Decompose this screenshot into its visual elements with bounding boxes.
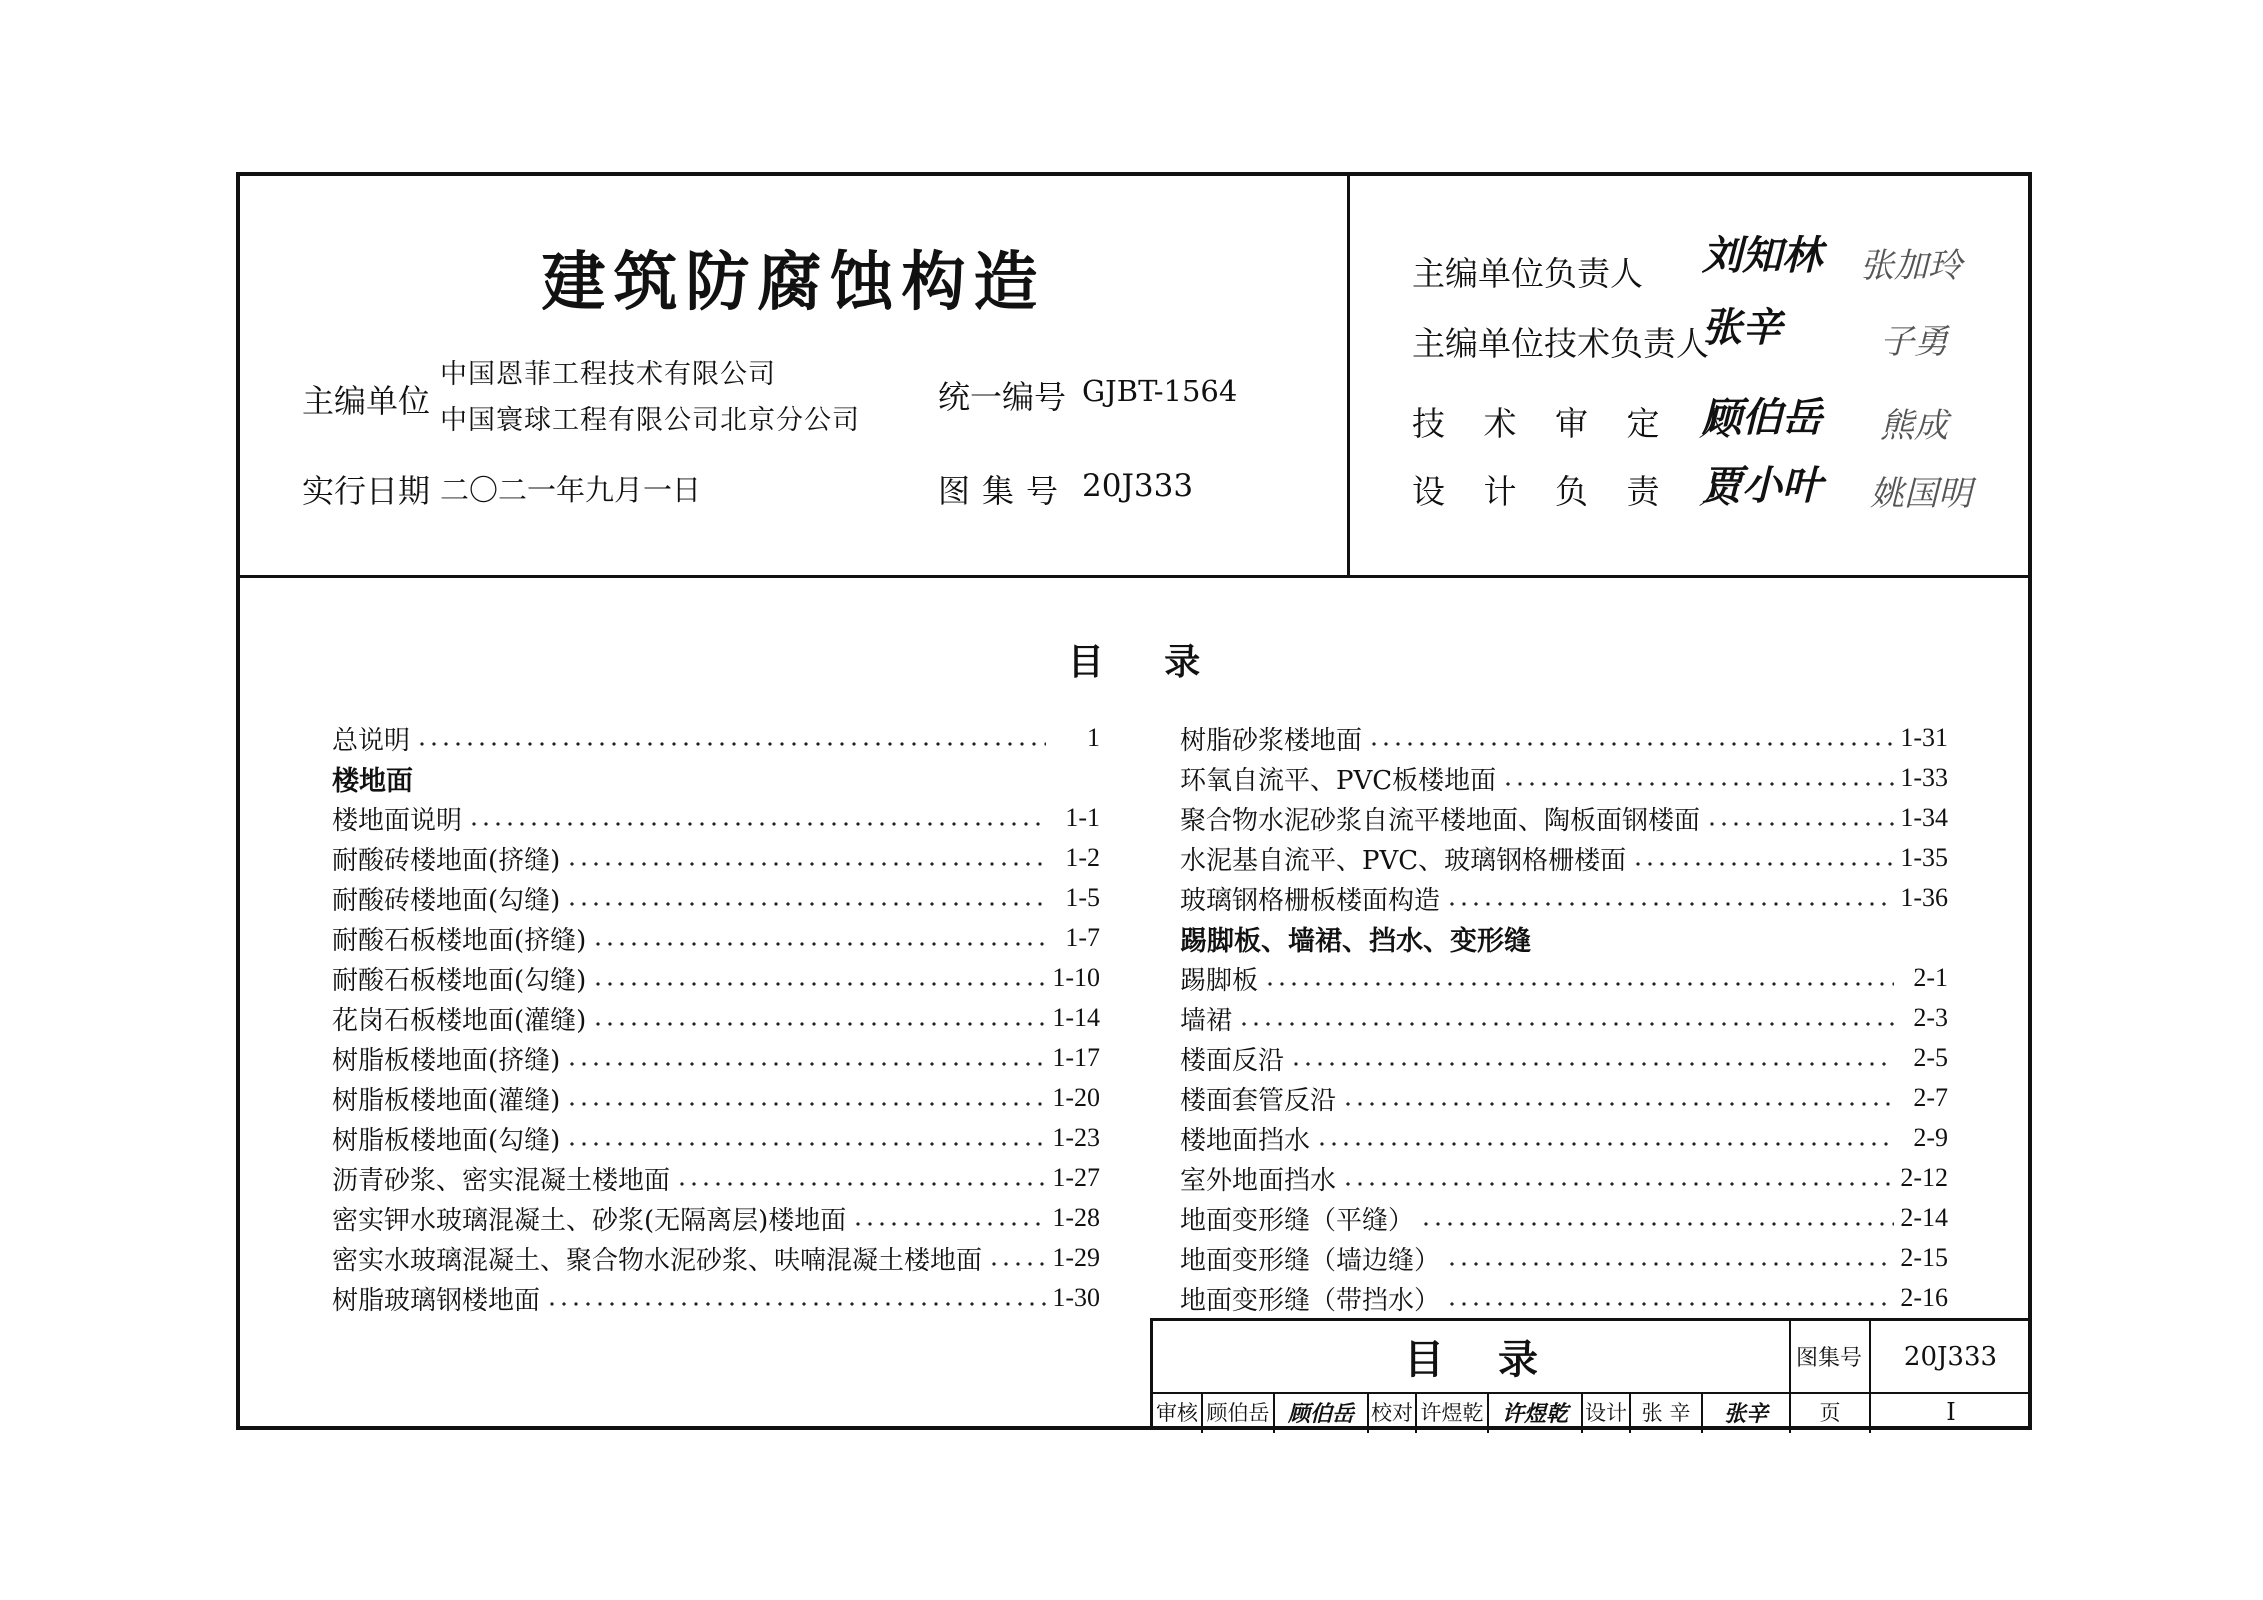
role-chief-unit: 主编单位负责人 [1412,254,1643,293]
toc-entry-title: 耐酸石板楼地面(挤缝) [332,925,587,956]
toc-entry [332,878,1100,918]
toc-entry [332,798,1100,838]
toc-entry-title: 楼面反沿 [1180,1045,1285,1076]
toc-entry [332,1238,1100,1278]
toc-entry-title: 树脂板楼地面(灌缝) [332,1085,561,1116]
toc-leader-dots [1446,902,1894,906]
toc-entry-page: 2-16 [1900,1283,1948,1312]
toc-entry [1180,878,1948,918]
check-label: 校对 [1371,1401,1413,1425]
toc-leader-dots [1264,982,1894,986]
toc-entry [1180,1158,1948,1198]
toc-entry-page: 1-23 [1052,1123,1100,1152]
toc-leader-dots [468,822,1046,826]
signature-tech-approver: 顾伯岳 [1702,394,1822,441]
toc-entry-title: 树脂板楼地面(挤缝) [332,1045,561,1076]
toc-entry-title: 楼地面挡水 [1180,1125,1311,1156]
reviewer-signature: 顾伯岳 [1287,1400,1354,1427]
toc-entry-page: 1-7 [1065,923,1100,952]
toc-entry [1180,1198,1948,1238]
toc-entry-page: 2-9 [1913,1123,1948,1152]
editor-unit-1: 中国恩菲工程技术有限公司 [440,359,776,390]
page-number: I [1946,1398,1956,1426]
toc-leader-dots [1420,1222,1894,1226]
toc-leader-dots [676,1182,1046,1186]
toc-leader-dots [592,1022,1046,1026]
toc-entry-page: 1-20 [1052,1083,1100,1112]
toc-leader-dots [852,1222,1046,1226]
toc-entry [1180,758,1948,798]
toc-entry-page: 2-3 [1913,1003,1948,1032]
atlas-title: 建筑防腐蚀构造 [541,245,1046,320]
toc-entry-page: 1-5 [1065,883,1100,912]
toc-leader-dots [1632,862,1894,866]
toc-leader-dots [1502,782,1894,786]
toc-entry-title: 室外地面挡水 [1180,1165,1337,1196]
toc-entry-page: 1-33 [1900,763,1948,792]
toc-entry-title: 聚合物水泥砂浆自流平楼地面、陶板面钢楼面 [1180,805,1701,836]
toc-entry-page: 2-7 [1913,1083,1948,1112]
toc-leader-dots [566,862,1046,866]
toc-entry-page: 1 [1087,723,1100,752]
toc-section-heading [1180,918,1948,958]
toc-section-title: 踢脚板、墙裙、挡水、变形缝 [1180,925,1531,957]
signature-chief-unit: 刘知林 [1702,232,1822,279]
toc-title: 目 录 [1067,641,1201,683]
toc-entry [1180,718,1948,758]
toc-leader-dots [592,982,1046,986]
header-divider [1347,176,1350,575]
toc-entry-title: 密实水玻璃混凝土、聚合物水泥砂浆、呋喃混凝土楼地面 [332,1245,983,1276]
toc-entry [332,1278,1100,1318]
reviewer-name: 顾伯岳 [1206,1401,1270,1425]
toc-section-heading [332,758,1100,798]
toc-entry-page: 1-14 [1052,1003,1100,1032]
toc-entry [1180,1238,1948,1278]
toc-leader-dots [1342,1182,1894,1186]
toc-entry-title: 楼面套管反沿 [1180,1085,1337,1116]
signature-tech-chief: 张辛 [1702,304,1782,351]
toc-entry-page: 1-10 [1052,963,1100,992]
toc-entry-page: 1-36 [1900,883,1948,912]
toc-entry-page: 1-27 [1052,1163,1100,1192]
toc-entry-title: 环氧自流平、PVC板楼地面 [1180,765,1497,796]
toc-leader-dots [1316,1142,1894,1146]
toc-leader-dots [416,742,1046,746]
toc-entry-page: 1-30 [1052,1283,1100,1312]
designer-name: 张 辛 [1641,1401,1691,1425]
toc-entry-title: 地面变形缝（带挡水） [1180,1285,1441,1316]
signature-tech-chief-alt: 子勇 [1880,322,1948,362]
toc-leader-dots [566,1062,1046,1066]
checker-name: 许煜乾 [1420,1401,1484,1425]
toc-entry-title: 耐酸石板楼地面(勾缝) [332,965,587,996]
toc-entry-page: 1-34 [1900,803,1948,832]
toc-leader-dots [988,1262,1046,1266]
unified-no-label: 统一编号 [938,378,1067,416]
toc-entry-page: 1-2 [1065,843,1100,872]
toc-entry-page: 2-14 [1900,1203,1948,1232]
toc-entry [1180,1038,1948,1078]
editor-unit-label: 主编单位 [302,382,431,420]
toc-entry-page: 1-28 [1052,1203,1100,1232]
effective-date: 二〇二一年九月一日 [440,473,702,507]
toc-entry-title: 墙裙 [1180,1005,1233,1036]
drawing-frame [236,172,2032,1430]
toc-entry-title: 水泥基自流平、PVC、玻璃钢格栅楼面 [1180,845,1627,876]
effective-date-label: 实行日期 [302,472,431,510]
toc-entry [1180,958,1948,998]
toc-entry [332,1078,1100,1118]
toc-entry-title: 树脂玻璃钢楼地面 [332,1285,541,1316]
toc-entry-title: 树脂砂浆楼地面 [1180,725,1363,756]
toc-entry-page: 2-15 [1900,1243,1948,1272]
toc-entry-title: 楼地面说明 [332,805,463,836]
toc-entry-title: 耐酸砖楼地面(挤缝) [332,845,561,876]
toc-entry-page: 1-1 [1065,803,1100,832]
toc-entry-page: 2-1 [1913,963,1948,992]
toc-entry-title: 密实钾水玻璃混凝土、砂浆(无隔离层)楼地面 [332,1205,847,1236]
toc-leader-dots [1290,1062,1894,1066]
toc-entry [332,838,1100,878]
toc-leader-dots [1706,822,1894,826]
toc-leader-dots [1238,1022,1894,1026]
toc-entry [1180,1078,1948,1118]
review-label: 审核 [1156,1401,1198,1425]
toc-leader-dots [1368,742,1894,746]
toc-entry-page: 1-17 [1052,1043,1100,1072]
unified-no: GJBT-1564 [1082,374,1238,408]
signature-chief-unit-alt: 张加玲 [1860,246,1962,286]
toc-leader-dots [592,942,1046,946]
title-block-atlas-label: 图集号 [1795,1346,1862,1371]
toc-entry-title: 耐酸砖楼地面(勾缝) [332,885,561,916]
toc-entry-title: 花岗石板楼地面(灌缝) [332,1005,587,1036]
toc-section-title: 楼地面 [332,765,413,797]
checker-signature: 许煜乾 [1501,1400,1568,1427]
signature-design-lead-alt: 姚国明 [1870,474,1972,514]
designer-signature: 张辛 [1723,1400,1768,1427]
toc-entry-page: 2-12 [1900,1163,1948,1192]
title-block-name: 目 录 [1404,1336,1538,1383]
toc-entry [332,718,1100,758]
toc-entry [332,1158,1100,1198]
toc-left-column [332,718,1100,1318]
toc-entry-page: 1-29 [1052,1243,1100,1272]
toc-entry [332,918,1100,958]
toc-leader-dots [566,902,1046,906]
toc-entry [332,1118,1100,1158]
toc-entry [1180,1278,1948,1318]
toc-entry-title: 踢脚板 [1180,965,1259,996]
title-block [1150,1318,2032,1430]
role-design-lead: 设 计 负 责 人 [1412,472,1745,511]
design-label: 设计 [1585,1401,1627,1425]
page-label: 页 [1819,1401,1841,1425]
toc-entry-title: 地面变形缝（墙边缝） [1180,1245,1441,1276]
toc-leader-dots [566,1142,1046,1146]
toc-leader-dots [1446,1302,1894,1306]
toc-leader-dots [1342,1102,1894,1106]
toc-right-column [1180,718,1948,1318]
toc-entry-page: 1-31 [1900,723,1948,752]
toc-entry [1180,838,1948,878]
toc-entry [332,1038,1100,1078]
toc-entry [332,1198,1100,1238]
toc-leader-dots [546,1302,1046,1306]
toc-entry-title: 玻璃钢格栅板楼面构造 [1180,885,1441,916]
editor-unit-2: 中国寰球工程有限公司北京分公司 [440,405,860,436]
toc-entry-page: 2-5 [1913,1043,1948,1072]
role-tech-approver: 技 术 审 定 人 [1412,404,1745,443]
toc-entry [1180,798,1948,838]
atlas-no-label: 图集号 [938,472,1071,510]
toc-entry-title: 沥青砂浆、密实混凝土楼地面 [332,1165,671,1196]
signature-design-lead: 贾小叶 [1702,462,1822,509]
toc-entry-title: 地面变形缝（平缝） [1180,1205,1415,1236]
toc-entry [332,958,1100,998]
toc-entry-title: 树脂板楼地面(勾缝) [332,1125,561,1156]
atlas-no: 20J333 [1082,468,1194,504]
toc-entry [1180,998,1948,1038]
toc-entry [332,998,1100,1038]
title-block-atlas-no: 20J333 [1903,1341,1998,1372]
toc-leader-dots [1446,1262,1894,1266]
toc-entry [1180,1118,1948,1158]
role-tech-chief: 主编单位技术负责人 [1412,324,1709,363]
toc-entry-title: 总说明 [332,725,411,756]
signature-tech-approver-alt: 熊成 [1880,406,1948,446]
toc-leader-dots [566,1102,1046,1106]
header-block [240,176,2028,578]
toc-entry-page: 1-35 [1900,843,1948,872]
